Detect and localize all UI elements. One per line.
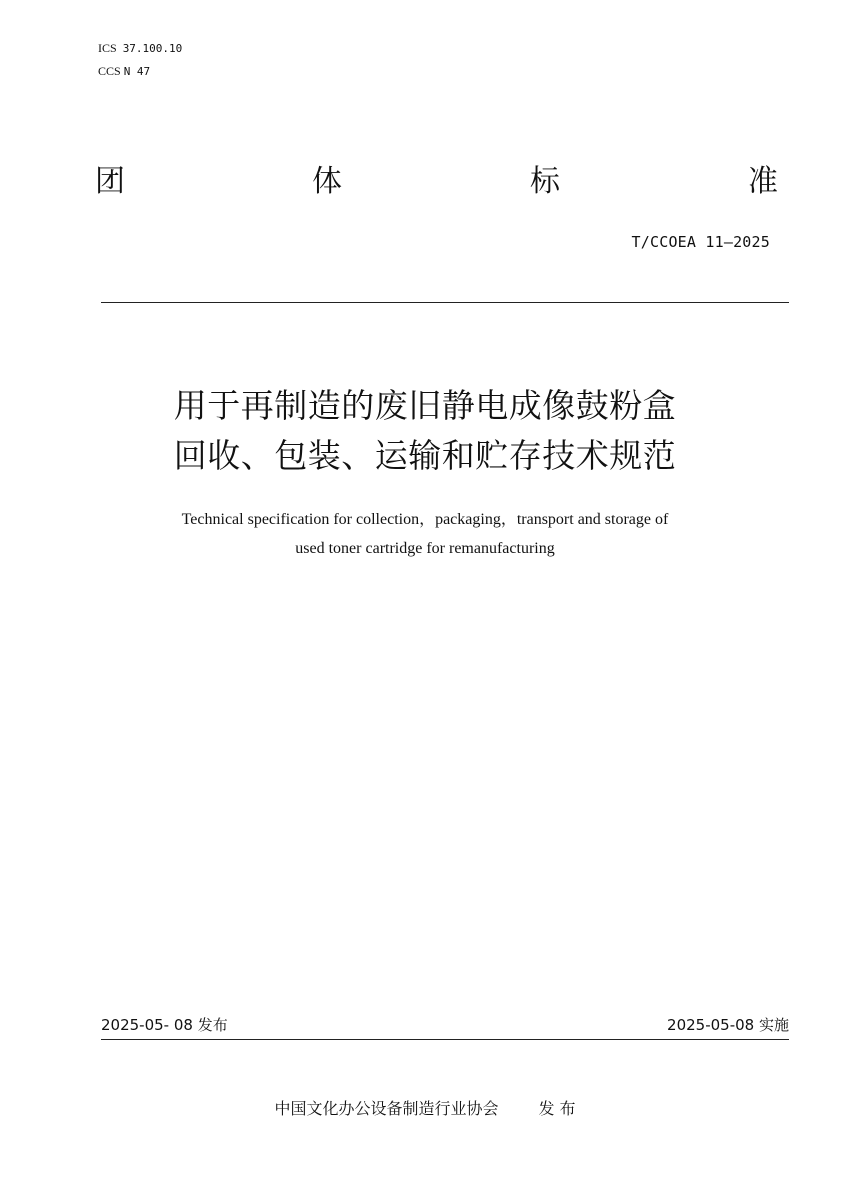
standard-type-char-1: 团 [95,164,125,199]
standard-type-char-3: 标 [530,164,560,199]
standard-number: T/CCOEA 11—2025 [631,233,770,251]
ccs-classification [98,64,150,79]
publisher-line [0,1099,850,1119]
chinese-title-line-1: 用于再制造的废旧静电成像鼓粉盒 [173,386,677,425]
publisher-name: 中国文化办公设备制造行业协会 [274,1099,499,1118]
footer-divider [101,1039,789,1040]
publish-date: 2025-05- 08 发布 [101,1016,228,1034]
implement-date: 2025-05-08 实施 [667,1016,789,1034]
ics-classification [98,41,182,56]
header-divider [101,302,789,303]
chinese-title-line-2: 回收、包装、运输和贮存技术规范 [173,436,677,475]
standard-type-char-4: 准 [748,164,778,199]
publisher-action: 发 布 [538,1099,576,1118]
ics-code: 37.100.10 [122,42,183,55]
standard-type-char-2: 体 [312,164,342,199]
ics-label: ICS [98,41,117,55]
ccs-label: CCS [98,64,121,78]
english-title-line-1: Technical specification for collection，packaging，transport and storage of [181,511,669,528]
english-title-line-2: used toner cartridge for remanufacturing [295,540,555,557]
ccs-code: N 47 [123,65,151,78]
